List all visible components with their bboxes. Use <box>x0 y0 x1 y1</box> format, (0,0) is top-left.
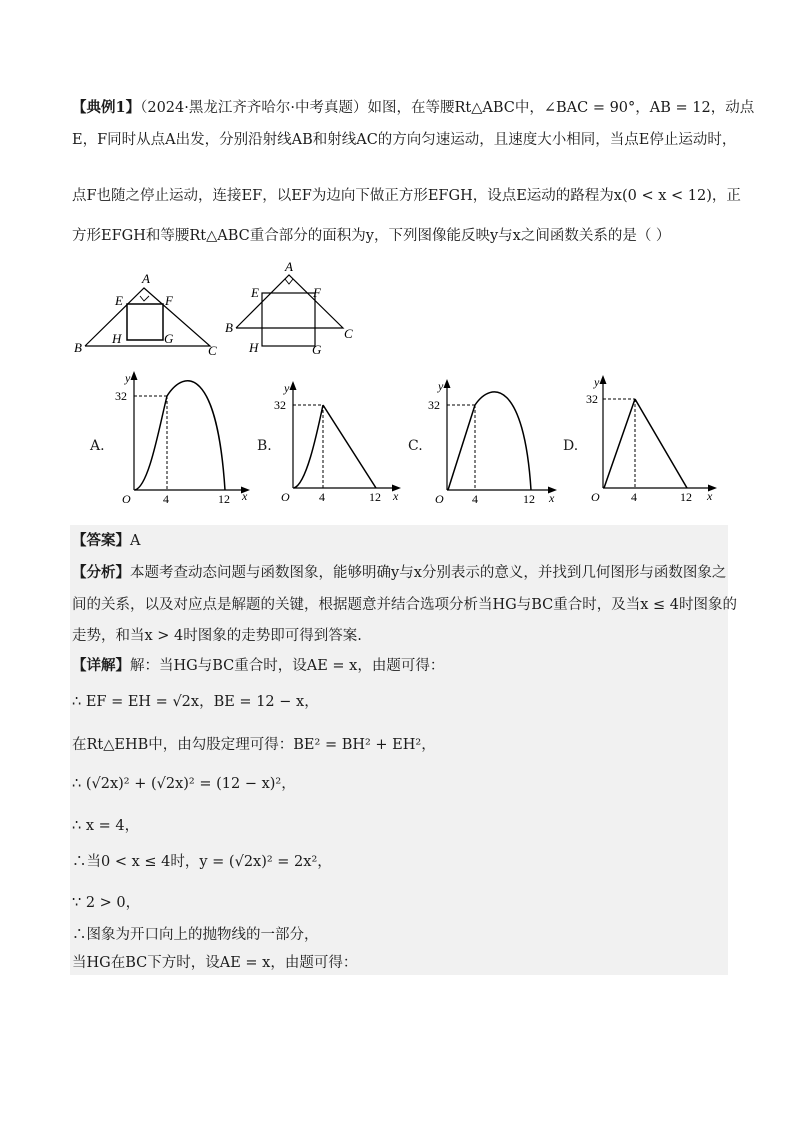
fig2-label-F: F <box>313 285 321 300</box>
option-b-x-tick-12: 12 <box>369 490 381 504</box>
option-c-graph[interactable] <box>426 376 566 508</box>
option-c-x-tick-12: 12 <box>523 492 535 506</box>
problem-line-4: 方形EFGH和等腰Rt△ABC重合部分的面积为y，下列图像能反映y与x之间函数关系的是（ ） <box>72 228 671 244</box>
option-d-x-label: x <box>707 489 713 503</box>
detail-label: 【详解】 <box>72 657 130 674</box>
option-d-y-tick: 32 <box>586 392 598 406</box>
step-5: ∴当0 < x ≤ 4时，y = (√2x)² = 2x²， <box>72 854 332 870</box>
option-d-graph[interactable] <box>586 372 726 506</box>
fig1-label-B: B <box>74 340 82 355</box>
option-a-x-tick-4: 4 <box>163 492 169 506</box>
option-a-origin: O <box>122 492 131 506</box>
answer-line <box>72 531 140 551</box>
option-a-y-label: y <box>125 371 131 385</box>
fig2-label-H: H <box>249 340 259 355</box>
detail-text-1: 解：当HG与BC重合时，设AE = x，由题可得： <box>130 658 445 674</box>
problem-line-1 <box>72 98 754 118</box>
analysis-label: 【分析】 <box>72 564 130 581</box>
fig2-label-E: E <box>251 285 259 300</box>
fig1-label-C: C <box>208 343 217 358</box>
option-c-y-label: y <box>438 379 444 393</box>
answer-label: 【答案】 <box>72 532 130 549</box>
fig1-label-E: E <box>115 293 123 308</box>
step-8: 当HG在BC下方时，设AE = x，由题可得： <box>72 955 358 971</box>
step-6: ∵ 2 > 0， <box>72 895 141 911</box>
fig1-label-A: A <box>142 271 150 286</box>
fig2-label-A: A <box>285 259 293 274</box>
option-c-origin: O <box>435 492 444 506</box>
step-1: ∴ EF = EH = √2x，BE = 12 − x， <box>72 694 319 710</box>
step-3: ∴ (√2x)² + (√2x)² = (12 − x)²， <box>72 776 296 792</box>
option-c-x-tick-4: 4 <box>472 492 478 506</box>
option-b-y-tick: 32 <box>274 398 286 412</box>
option-a-x-label: x <box>242 489 248 503</box>
triangle-figure-1 <box>70 268 220 360</box>
fig1-label-F: F <box>165 293 173 308</box>
step-2: 在Rt△EHB中，由勾股定理可得：BE² = BH² + EH²， <box>72 737 436 753</box>
problem-text-1: （2024·黑龙江齐齐哈尔·中考真题）如图，在等腰Rt△ABC中，∠BAC = 90°，AB = 12，动点 <box>140 100 755 116</box>
fig2-label-B: B <box>225 320 233 335</box>
analysis-line-2: 间的关系，以及对应点是解题的关键，根据题意并结合选项分析当HG与BC重合时，及当x ≤ 4时图象的 <box>72 597 738 613</box>
analysis-line-1 <box>72 563 726 583</box>
option-b-x-tick-4: 4 <box>319 490 325 504</box>
option-d-y-label: y <box>594 375 600 389</box>
option-c-y-tick: 32 <box>428 398 440 412</box>
option-c-label[interactable]: C. <box>408 438 423 454</box>
fig2-label-G: G <box>312 342 322 357</box>
analysis-line-3: 走势，和当x > 4时图象的走势即可得到答案. <box>72 628 362 644</box>
option-d-x-tick-4: 4 <box>631 490 637 504</box>
option-d-origin: O <box>591 490 600 504</box>
analysis-text-1: 本题考查动态问题与函数图象，能够明确y与x分别表示的意义，并找到几何图形与函数图象之 <box>130 565 727 581</box>
problem-line-3: 点F也随之停止运动，连接EF，以EF为边向下做正方形EFGH，设点E运动的路程为x(0 < x < 12)，正 <box>72 188 741 204</box>
option-a-x-tick-12: 12 <box>218 492 230 506</box>
detail-line-1 <box>72 656 444 676</box>
option-b-y-label: y <box>284 381 290 395</box>
fig2-label-C: C <box>344 326 353 341</box>
example-label: 【典例1】 <box>72 99 141 116</box>
option-b-origin: O <box>281 490 290 504</box>
fig1-label-G: G <box>164 331 174 346</box>
option-b-x-label: x <box>393 489 399 503</box>
fig1-label-H: H <box>112 331 122 346</box>
problem-line-2: E，F同时从点A出发，分别沿射线AB和射线AC的方向匀速运动，且速度大小相同，当点E停止运动时， <box>72 132 737 148</box>
option-b-graph[interactable] <box>272 378 412 506</box>
step-7: ∴图象为开口向上的抛物线的一部分， <box>72 927 319 943</box>
step-4: ∴ x = 4， <box>72 818 140 834</box>
answer-value: A <box>130 533 141 549</box>
option-d-x-tick-12: 12 <box>680 490 692 504</box>
option-a-y-tick: 32 <box>115 389 127 403</box>
option-a-graph[interactable] <box>115 368 255 506</box>
option-a-label[interactable]: A. <box>90 438 105 454</box>
option-d-label[interactable]: D. <box>563 438 579 454</box>
option-c-x-label: x <box>549 491 555 505</box>
triangle-figure-2 <box>225 258 365 360</box>
option-b-label[interactable]: B. <box>257 438 272 454</box>
